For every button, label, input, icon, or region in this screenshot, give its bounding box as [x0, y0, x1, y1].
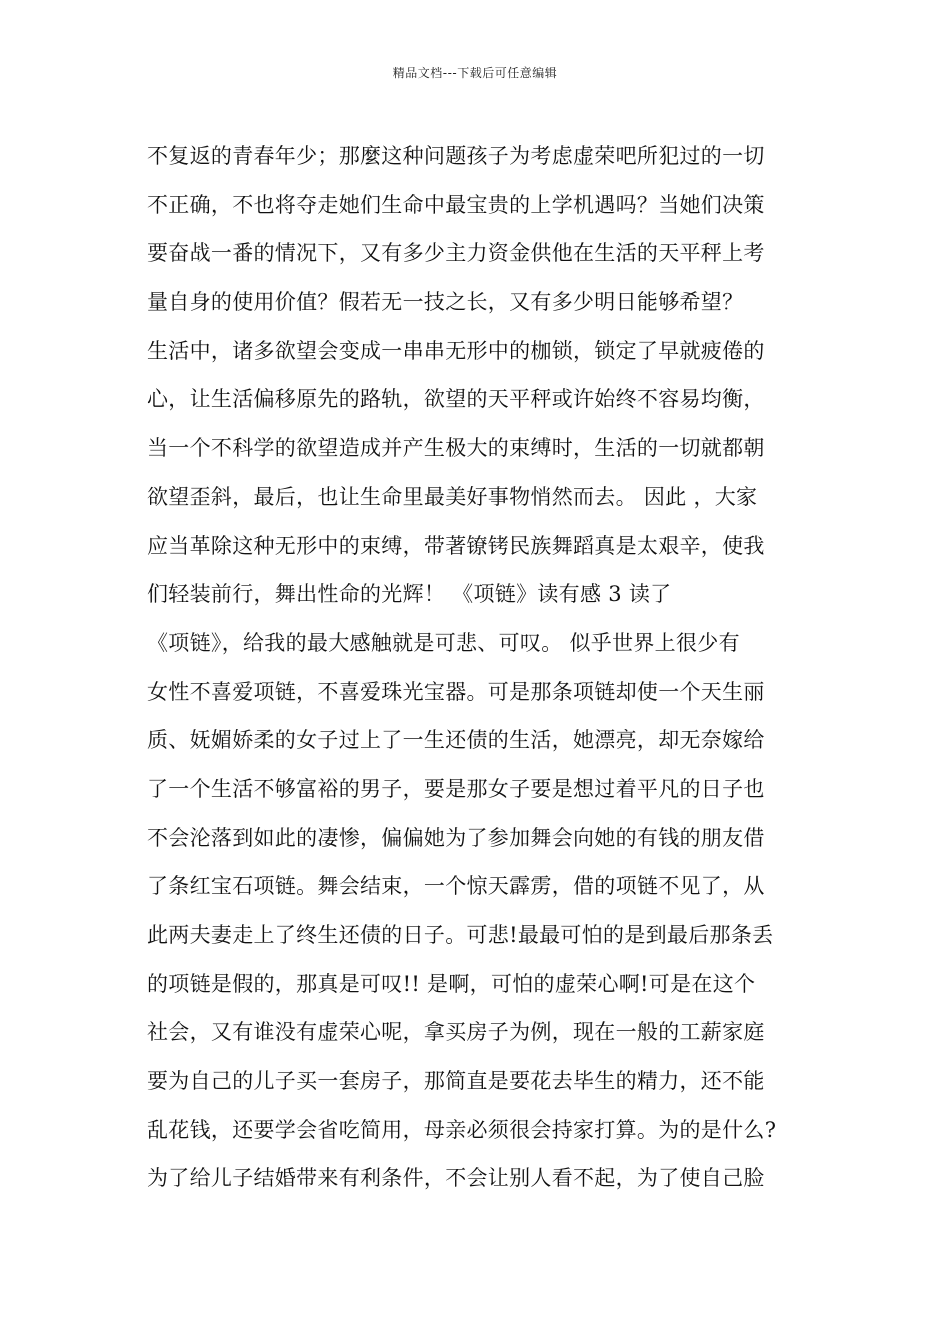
text-line: 的项链是假的，那真是可叹!! 是啊，可怕的虚荣心啊!可是在这个: [147, 971, 756, 996]
text-line: 量自身的使用价值？假若无一技之长，又有多少明日能够希望？: [147, 290, 744, 315]
text-line: 女性不喜爱项链，不喜爱珠光宝器。可是那条项链却使一个天生丽: [147, 679, 765, 704]
body-text: [147, 132, 807, 1203]
text-line: 欲望歪斜，最后，也让生命里最美好事物悄然而去。 因此 ，大家: [147, 484, 758, 509]
text-line: 要为自己的儿子买一套房子，那简直是要花去毕生的精力，还不能: [147, 1069, 765, 1094]
text-line: 们轻装前行，舞出性命的光辉！ 《项链》读有感 3 读了: [147, 582, 672, 607]
text-line: 生活中，诸多欲望会变成一串串无形中的枷锁，锁定了早就疲倦的: [147, 338, 765, 363]
text-line: 不会沦落到如此的凄惨，偏偏她为了参加舞会向她的有钱的朋友借: [147, 825, 765, 850]
text-line: 为了给儿子结婚带来有利条件，不会让别人看不起，为了使自己脸: [147, 1166, 765, 1191]
text-line: 《项链》，给我的最大感触就是可悲、可叹。 似乎世界上很少有: [147, 630, 740, 655]
page-header: 精品文档---下载后可任意编辑: [392, 66, 558, 80]
text-line: 社会，又有谁没有虚荣心呢，拿买房子为例，现在一般的工薪家庭: [147, 1020, 765, 1045]
text-line: 此两夫妻走上了终生还债的日子。可悲!最最可怕的是到最后那条丢: [147, 923, 774, 947]
text-line: 要奋战一番的情况下，又有多少主力资金供他在生活的天平秤上考: [147, 241, 765, 266]
text-line: 心，让生活偏移原先的路轨，欲望的天平秤或许始终不容易均衡，: [147, 387, 765, 412]
text-line: 不正确，不也将夺走她们生命中最宝贵的上学机遇吗？当她们决策: [147, 192, 765, 217]
text-line: 了一个生活不够富裕的男子，要是那女子要是想过着平凡的日子也: [147, 776, 765, 801]
text-line: 当一个不科学的欲望造成并产生极大的束缚时，生活的一切就都朝: [147, 436, 765, 461]
text-line: 乱花钱，还要学会省吃简用，母亲必须很会持家打算。为的是什么?: [147, 1117, 777, 1142]
text-line: 应当革除这种无形中的束缚，带著镣铐民族舞蹈真是太艰辛，使我: [147, 533, 765, 558]
text-line: 不复返的青春年少；那麼这种问题孩子为考虑虚荣吧所犯过的一切: [147, 144, 765, 168]
text-line: 了条红宝石项链。舞会结束，一个惊天霹雳，借的项链不见了，从: [147, 874, 765, 899]
text-line: 质、妩媚娇柔的女子过上了一生还债的生活，她漂亮，却无奈嫁给: [147, 728, 765, 753]
